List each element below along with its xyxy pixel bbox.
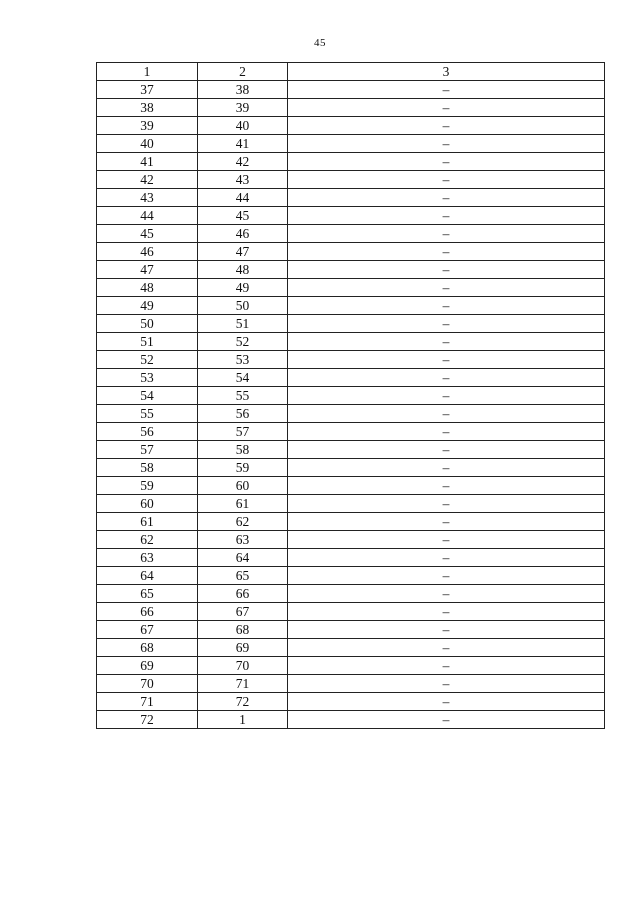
table-cell-col-2: 67 <box>198 603 288 621</box>
table-cell-col-1: 61 <box>97 513 198 531</box>
table-cell-col-2: 55 <box>198 387 288 405</box>
table-cell-col-2: 48 <box>198 261 288 279</box>
table-cell-col-2: 69 <box>198 639 288 657</box>
table-body <box>97 81 605 729</box>
table-row <box>97 153 605 171</box>
table-cell-col-2: 58 <box>198 441 288 459</box>
table-cell-col-2: 40 <box>198 117 288 135</box>
table-cell-col-2: 65 <box>198 567 288 585</box>
table-cell-col-3: – <box>288 405 605 423</box>
table-cell-col-1: 67 <box>97 621 198 639</box>
table-cell-col-2: 46 <box>198 225 288 243</box>
table-cell-col-1: 66 <box>97 603 198 621</box>
table-cell-col-1: 43 <box>97 189 198 207</box>
table-row <box>97 603 605 621</box>
table-row <box>97 99 605 117</box>
table-cell-col-1: 54 <box>97 387 198 405</box>
table-cell-col-1: 69 <box>97 657 198 675</box>
table-cell-col-2: 61 <box>198 495 288 513</box>
table-row <box>97 405 605 423</box>
table-cell-col-1: 51 <box>97 333 198 351</box>
table-cell-col-3: – <box>288 549 605 567</box>
table-cell-col-3: – <box>288 171 605 189</box>
table-cell-col-2: 43 <box>198 171 288 189</box>
table-row <box>97 297 605 315</box>
table-cell-col-2: 42 <box>198 153 288 171</box>
table-row <box>97 585 605 603</box>
table-cell-col-1: 44 <box>97 207 198 225</box>
table-cell-col-1: 59 <box>97 477 198 495</box>
table-cell-col-3: – <box>288 99 605 117</box>
table-cell-col-1: 63 <box>97 549 198 567</box>
table-cell-col-1: 56 <box>97 423 198 441</box>
table-cell-col-1: 72 <box>97 711 198 729</box>
table-cell-col-1: 58 <box>97 459 198 477</box>
table-row <box>97 333 605 351</box>
table-cell-col-2: 59 <box>198 459 288 477</box>
table-cell-col-3: – <box>288 387 605 405</box>
table-cell-col-2: 49 <box>198 279 288 297</box>
table-header-row <box>97 63 605 81</box>
table-cell-col-3: – <box>288 333 605 351</box>
table-cell-col-3: – <box>288 639 605 657</box>
table-cell-col-2: 52 <box>198 333 288 351</box>
column-header-2: 2 <box>198 63 288 81</box>
table-cell-col-2: 47 <box>198 243 288 261</box>
table-cell-col-2: 72 <box>198 693 288 711</box>
table-row <box>97 225 605 243</box>
table-cell-col-2: 68 <box>198 621 288 639</box>
table-cell-col-3: – <box>288 477 605 495</box>
table-row <box>97 693 605 711</box>
table-cell-col-1: 41 <box>97 153 198 171</box>
table-row <box>97 495 605 513</box>
table-cell-col-1: 65 <box>97 585 198 603</box>
table-cell-col-2: 56 <box>198 405 288 423</box>
column-header-1: 1 <box>97 63 198 81</box>
table-row <box>97 531 605 549</box>
table-cell-col-1: 53 <box>97 369 198 387</box>
table-cell-col-2: 63 <box>198 531 288 549</box>
table-cell-col-1: 38 <box>97 99 198 117</box>
table-cell-col-3: – <box>288 261 605 279</box>
table-row <box>97 549 605 567</box>
table-cell-col-2: 50 <box>198 297 288 315</box>
table-cell-col-1: 46 <box>97 243 198 261</box>
table-cell-col-3: – <box>288 675 605 693</box>
table-cell-col-3: – <box>288 585 605 603</box>
table-cell-col-1: 49 <box>97 297 198 315</box>
table-row <box>97 261 605 279</box>
table-cell-col-3: – <box>288 225 605 243</box>
table-row <box>97 135 605 153</box>
table-cell-col-3: – <box>288 117 605 135</box>
table-cell-col-1: 50 <box>97 315 198 333</box>
table-row <box>97 657 605 675</box>
table-row <box>97 387 605 405</box>
table-row <box>97 81 605 99</box>
table-cell-col-3: – <box>288 297 605 315</box>
table-cell-col-1: 64 <box>97 567 198 585</box>
table-cell-col-2: 71 <box>198 675 288 693</box>
table-row <box>97 621 605 639</box>
table-row <box>97 243 605 261</box>
table-row <box>97 207 605 225</box>
table-cell-col-2: 64 <box>198 549 288 567</box>
table-cell-col-2: 53 <box>198 351 288 369</box>
table-cell-col-3: – <box>288 189 605 207</box>
table-cell-col-2: 41 <box>198 135 288 153</box>
table-row <box>97 351 605 369</box>
column-header-3: 3 <box>288 63 605 81</box>
table-row <box>97 117 605 135</box>
data-table <box>96 62 605 729</box>
table-cell-col-3: – <box>288 315 605 333</box>
table-cell-col-1: 71 <box>97 693 198 711</box>
table-cell-col-2: 66 <box>198 585 288 603</box>
table-cell-col-1: 57 <box>97 441 198 459</box>
table-cell-col-3: – <box>288 351 605 369</box>
table-row <box>97 639 605 657</box>
table-cell-col-3: – <box>288 693 605 711</box>
table-row <box>97 477 605 495</box>
table-row <box>97 279 605 297</box>
table-cell-col-1: 42 <box>97 171 198 189</box>
table-cell-col-2: 57 <box>198 423 288 441</box>
table-cell-col-3: – <box>288 495 605 513</box>
table-row <box>97 567 605 585</box>
table-cell-col-3: – <box>288 279 605 297</box>
table-cell-col-2: 51 <box>198 315 288 333</box>
table-cell-col-3: – <box>288 243 605 261</box>
table-cell-col-1: 60 <box>97 495 198 513</box>
table-cell-col-2: 44 <box>198 189 288 207</box>
table-row <box>97 171 605 189</box>
table-cell-col-2: 62 <box>198 513 288 531</box>
page-number: 45 <box>314 37 326 49</box>
table-cell-col-2: 45 <box>198 207 288 225</box>
table-cell-col-3: – <box>288 369 605 387</box>
table-cell-col-1: 39 <box>97 117 198 135</box>
table-cell-col-3: – <box>288 153 605 171</box>
table-cell-col-3: – <box>288 621 605 639</box>
table-row <box>97 711 605 729</box>
table-row <box>97 423 605 441</box>
table-cell-col-2: 70 <box>198 657 288 675</box>
table-cell-col-3: – <box>288 513 605 531</box>
table-cell-col-3: – <box>288 207 605 225</box>
table-cell-col-1: 40 <box>97 135 198 153</box>
table-cell-col-3: – <box>288 423 605 441</box>
table-row <box>97 369 605 387</box>
table-row <box>97 441 605 459</box>
table-cell-col-1: 48 <box>97 279 198 297</box>
table-cell-col-3: – <box>288 711 605 729</box>
table-cell-col-3: – <box>288 567 605 585</box>
table-cell-col-2: 39 <box>198 99 288 117</box>
table-cell-col-3: – <box>288 531 605 549</box>
table-row <box>97 459 605 477</box>
table-cell-col-3: – <box>288 135 605 153</box>
table-cell-col-3: – <box>288 603 605 621</box>
table-cell-col-2: 38 <box>198 81 288 99</box>
table-cell-col-1: 47 <box>97 261 198 279</box>
table-cell-col-1: 62 <box>97 531 198 549</box>
table-cell-col-3: – <box>288 459 605 477</box>
table-row <box>97 189 605 207</box>
table-cell-col-2: 60 <box>198 477 288 495</box>
table-cell-col-1: 55 <box>97 405 198 423</box>
table-cell-col-2: 54 <box>198 369 288 387</box>
table-row <box>97 315 605 333</box>
table-cell-col-1: 52 <box>97 351 198 369</box>
table-cell-col-1: 70 <box>97 675 198 693</box>
table-cell-col-1: 37 <box>97 81 198 99</box>
table-row <box>97 513 605 531</box>
table-cell-col-3: – <box>288 81 605 99</box>
table-cell-col-3: – <box>288 441 605 459</box>
table-cell-col-1: 68 <box>97 639 198 657</box>
table-cell-col-1: 45 <box>97 225 198 243</box>
table-row <box>97 675 605 693</box>
table-cell-col-3: – <box>288 657 605 675</box>
table-cell-col-2: 1 <box>198 711 288 729</box>
